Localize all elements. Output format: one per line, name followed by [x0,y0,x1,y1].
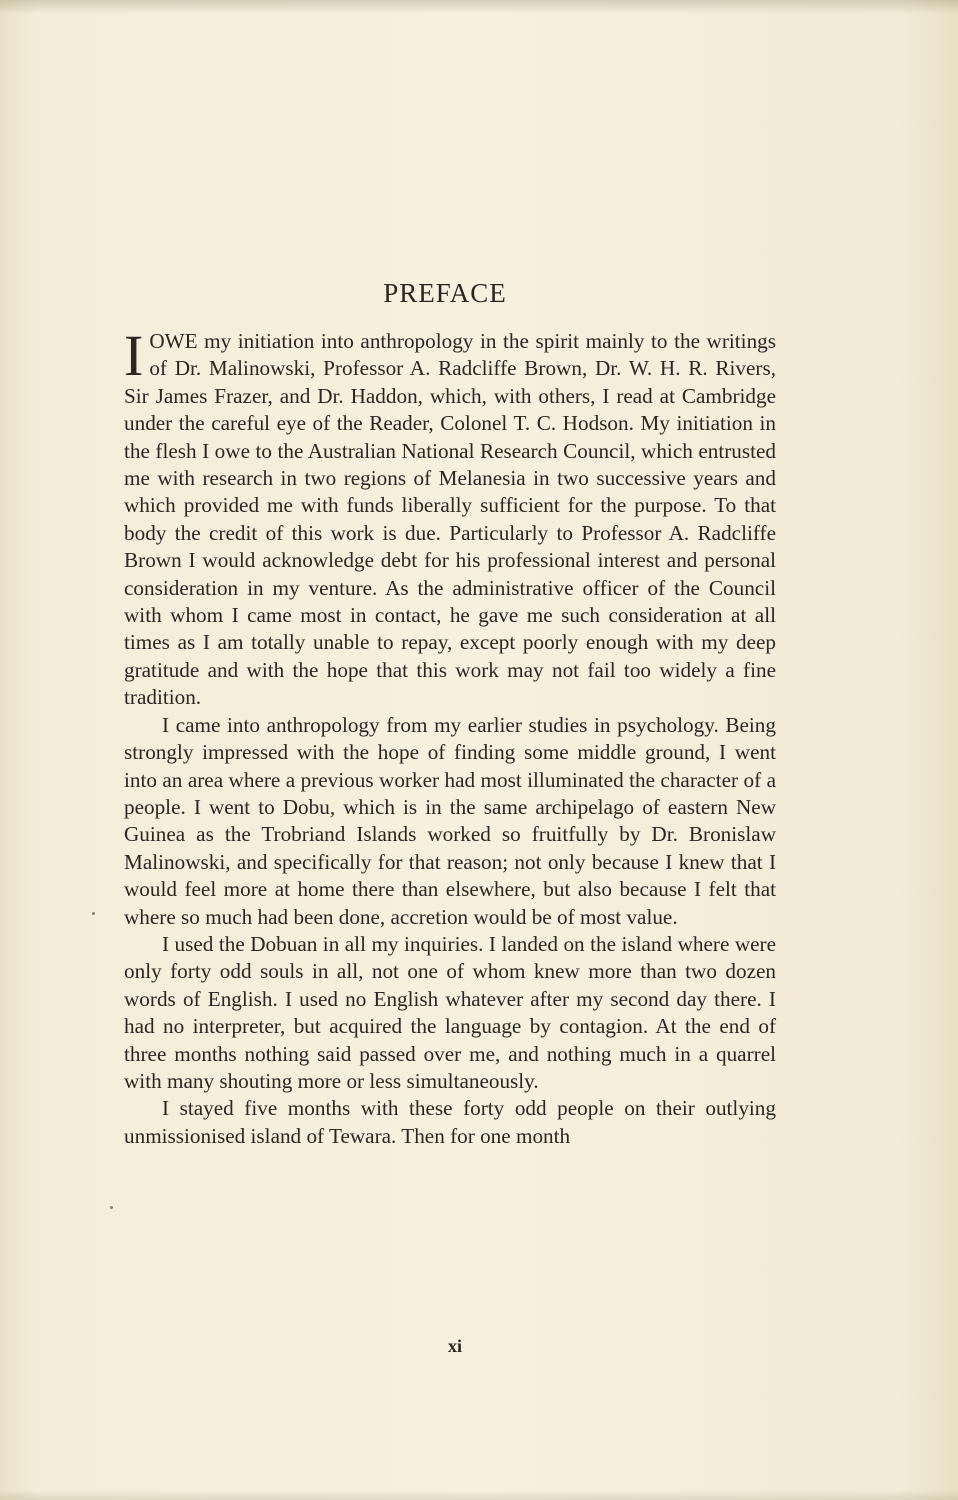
paragraph-1-text: OWE my initiation into anthropology in the spirit mainly to the writings of Dr. Malinowski, Professor A. Radcliffe Brown, Dr. W. H. R. Rivers, Sir James Frazer, and Dr. Haddon, which, with others, I read at Cambridge under the careful eye of the Reader, Colonel T. C. Hodson. My initiation in the flesh I owe to the Australian National Research Council, which entrusted me with research in two regions of Melanesia in two successive years and which provided me with funds liberally sufficient for the purpose. To that body the credit of this work is due. Particularly to Professor A. Radcliffe Brown I would acknowledge debt for his professional interest and personal consideration in my venture. As the administrative officer of the Council with whom I came most in contact, he gave me such consideration at all times as I am totally unable to repay, except poorly enough with my deep gratitude and with the hope that this work may not fail too widely a fine tradition. [124,329,776,710]
paragraph-1 [124,323,776,712]
page-top-shadow [0,0,958,14]
preface-body [124,323,776,1150]
paragraph-3: I used the Dobuan in all my inquiries. I landed on the island where were only forty odd souls in all, not one of whom knew more than two dozen words of English. I used no English whatever after my second day there. I had no interpreter, but acquired the language by contagion. At the end of three months nothing said passed over me, and nothing much in a quarrel with many shouting more or less simultaneously. [124,931,776,1093]
page-title: PREFACE [383,278,507,308]
paragraph-2: I came into anthropology from my earlier studies in psychology. Being strongly impressed with the hope of finding some middle ground, I went into an area where a previous worker had most illuminated the character of a people. I went to Dobu, which is in the same archipelago of eastern New Guinea as the Trobriand Islands worked so fruitfully by Dr. Bronislaw Malinowski, and specifically for that reason; not only because I knew that I would feel more at home there than elsewhere, but also because I felt that where so much had been done, accretion would be of most value. [124,712,776,929]
paper-speck [110,1206,113,1209]
page-bottom-edge [0,1490,958,1500]
page-number: xi [447,1336,462,1356]
paragraph-4: I stayed five months with these forty odd people on their outlying unmissionised island of Tewara. Then for one month [124,1096,776,1148]
drop-cap: I [124,323,144,388]
paper-speck [92,912,95,915]
